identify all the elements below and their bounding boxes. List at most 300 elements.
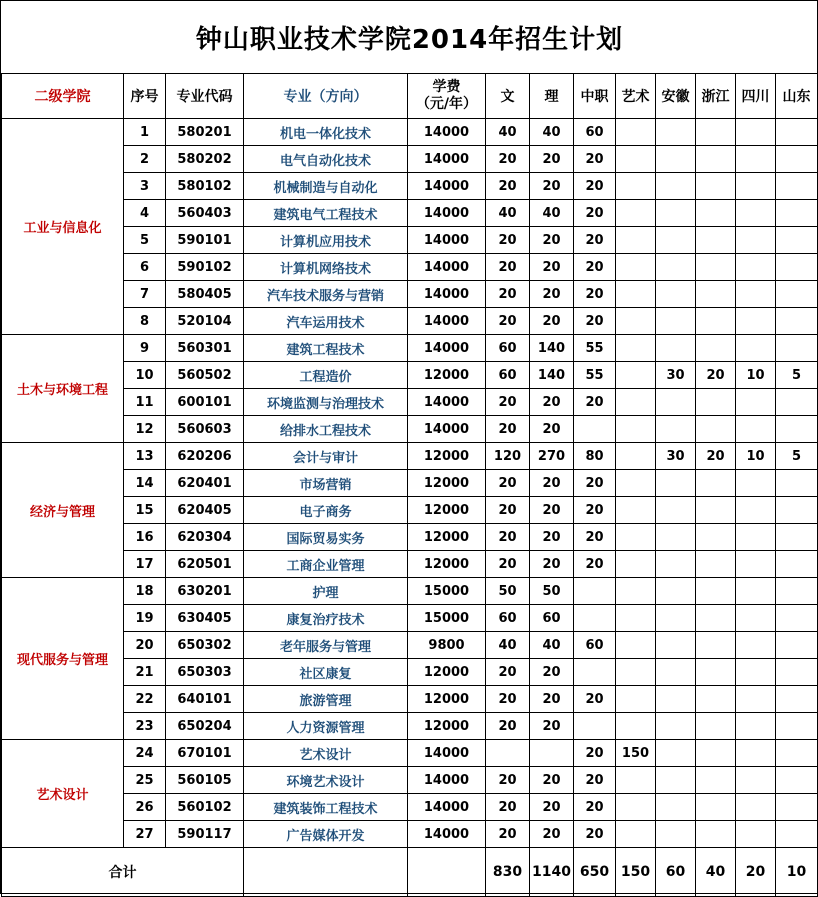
sichuan-cell <box>736 767 776 794</box>
header-wen: 文 <box>486 74 530 119</box>
major-cell: 艺术设计 <box>244 740 408 767</box>
wen-cell: 40 <box>486 632 530 659</box>
anhui-cell <box>656 119 696 146</box>
zhongzhi-cell: 55 <box>574 335 616 362</box>
table-row <box>2 227 818 254</box>
code-cell: 580201 <box>166 119 244 146</box>
code-cell: 640101 <box>166 686 244 713</box>
zhongzhi-cell: 20 <box>574 254 616 281</box>
seq-cell: 22 <box>124 686 166 713</box>
seq-cell: 14 <box>124 470 166 497</box>
seq-cell: 18 <box>124 578 166 605</box>
yishu-cell <box>616 659 656 686</box>
wen-cell: 40 <box>486 200 530 227</box>
total-sichuan: 20 <box>736 848 776 897</box>
zhongzhi-cell: 20 <box>574 524 616 551</box>
fee-cell: 15000 <box>408 578 486 605</box>
sichuan-cell <box>736 497 776 524</box>
fee-cell: 14000 <box>408 173 486 200</box>
zhejiang-cell <box>696 308 736 335</box>
seq-cell: 23 <box>124 713 166 740</box>
zhejiang-cell <box>696 146 736 173</box>
yishu-cell: 150 <box>616 740 656 767</box>
anhui-cell: 30 <box>656 443 696 470</box>
zhejiang-cell <box>696 767 736 794</box>
li-cell: 20 <box>530 308 574 335</box>
major-cell: 机电一体化技术 <box>244 119 408 146</box>
header-li: 理 <box>530 74 574 119</box>
li-cell: 20 <box>530 686 574 713</box>
zhejiang-cell <box>696 416 736 443</box>
header-college: 二级学院 <box>2 74 124 119</box>
code-cell: 560403 <box>166 200 244 227</box>
yishu-cell <box>616 362 656 389</box>
shandong-cell <box>776 578 818 605</box>
major-cell: 工程造价 <box>244 362 408 389</box>
zhongzhi-cell: 20 <box>574 173 616 200</box>
college-cell: 现代服务与管理 <box>2 578 124 740</box>
anhui-cell: 30 <box>656 362 696 389</box>
zhongzhi-cell: 55 <box>574 362 616 389</box>
table-row <box>2 254 818 281</box>
li-cell: 20 <box>530 146 574 173</box>
wen-cell: 20 <box>486 713 530 740</box>
shandong-cell <box>776 146 818 173</box>
code-cell: 580102 <box>166 173 244 200</box>
header-fee <box>408 74 486 119</box>
header-zhejiang: 浙江 <box>696 74 736 119</box>
zhejiang-cell <box>696 524 736 551</box>
li-cell <box>530 740 574 767</box>
zhejiang-cell <box>696 551 736 578</box>
code-cell: 620405 <box>166 497 244 524</box>
major-cell: 人力资源管理 <box>244 713 408 740</box>
zhongzhi-cell <box>574 605 616 632</box>
major-cell: 护理 <box>244 578 408 605</box>
sichuan-cell <box>736 659 776 686</box>
fee-cell: 12000 <box>408 470 486 497</box>
seq-cell: 4 <box>124 200 166 227</box>
li-cell: 20 <box>530 524 574 551</box>
seq-cell: 11 <box>124 389 166 416</box>
anhui-cell <box>656 767 696 794</box>
yishu-cell <box>616 335 656 362</box>
shandong-cell <box>776 794 818 821</box>
fee-cell: 14000 <box>408 389 486 416</box>
yishu-cell <box>616 281 656 308</box>
shandong-cell <box>776 605 818 632</box>
code-cell: 520104 <box>166 308 244 335</box>
shandong-cell <box>776 659 818 686</box>
sichuan-cell <box>736 686 776 713</box>
yishu-cell <box>616 632 656 659</box>
table-row <box>2 173 818 200</box>
yishu-cell <box>616 470 656 497</box>
major-cell: 国际贸易实务 <box>244 524 408 551</box>
page-title: 钟山职业技术学院2014年招生计划 <box>2 1 818 74</box>
code-cell: 560301 <box>166 335 244 362</box>
code-cell: 650204 <box>166 713 244 740</box>
yishu-cell <box>616 227 656 254</box>
wen-cell: 20 <box>486 821 530 848</box>
college-cell: 工业与信息化 <box>2 119 124 335</box>
shandong-cell <box>776 632 818 659</box>
table-row <box>2 551 818 578</box>
fee-cell: 14000 <box>408 335 486 362</box>
code-cell: 560603 <box>166 416 244 443</box>
li-cell: 40 <box>530 200 574 227</box>
anhui-cell <box>656 794 696 821</box>
fee-cell: 14000 <box>408 200 486 227</box>
sichuan-cell <box>736 389 776 416</box>
wen-cell: 20 <box>486 254 530 281</box>
seq-cell: 8 <box>124 308 166 335</box>
sichuan-cell <box>736 281 776 308</box>
zhongzhi-cell: 20 <box>574 389 616 416</box>
total-row <box>2 848 818 897</box>
sichuan-cell <box>736 632 776 659</box>
fee-cell: 14000 <box>408 227 486 254</box>
shandong-cell <box>776 254 818 281</box>
anhui-cell <box>656 686 696 713</box>
shandong-cell <box>776 821 818 848</box>
sichuan-cell <box>736 146 776 173</box>
sichuan-cell <box>736 470 776 497</box>
sichuan-cell <box>736 308 776 335</box>
zhejiang-cell <box>696 578 736 605</box>
header-sichuan: 四川 <box>736 74 776 119</box>
zhongzhi-cell: 20 <box>574 470 616 497</box>
zhongzhi-cell: 20 <box>574 794 616 821</box>
sichuan-cell <box>736 524 776 551</box>
zhejiang-cell <box>696 713 736 740</box>
wen-cell: 20 <box>486 470 530 497</box>
shandong-cell <box>776 119 818 146</box>
major-cell: 康复治疗技术 <box>244 605 408 632</box>
zhejiang-cell <box>696 200 736 227</box>
sichuan-cell <box>736 605 776 632</box>
anhui-cell <box>656 740 696 767</box>
header-major: 专业（方向） <box>244 74 408 119</box>
table-row <box>2 200 818 227</box>
anhui-cell <box>656 416 696 443</box>
shandong-cell <box>776 308 818 335</box>
seq-cell: 10 <box>124 362 166 389</box>
fee-cell: 14000 <box>408 740 486 767</box>
code-cell: 630201 <box>166 578 244 605</box>
major-cell: 市场营销 <box>244 470 408 497</box>
yishu-cell <box>616 497 656 524</box>
sichuan-cell: 10 <box>736 362 776 389</box>
table-row <box>2 794 818 821</box>
yishu-cell <box>616 794 656 821</box>
seq-cell: 20 <box>124 632 166 659</box>
sichuan-cell <box>736 254 776 281</box>
li-cell: 20 <box>530 227 574 254</box>
fee-cell: 12000 <box>408 551 486 578</box>
table-row <box>2 362 818 389</box>
fee-cell: 14000 <box>408 767 486 794</box>
header-fee-line2: （元/年） <box>415 96 478 112</box>
anhui-cell <box>656 551 696 578</box>
anhui-cell <box>656 821 696 848</box>
table-row <box>2 416 818 443</box>
yishu-cell <box>616 713 656 740</box>
code-cell: 620501 <box>166 551 244 578</box>
seq-cell: 15 <box>124 497 166 524</box>
sichuan-cell <box>736 227 776 254</box>
yishu-cell <box>616 551 656 578</box>
wen-cell: 20 <box>486 497 530 524</box>
major-cell: 电气自动化技术 <box>244 146 408 173</box>
table-row <box>2 605 818 632</box>
wen-cell: 20 <box>486 389 530 416</box>
zhongzhi-cell: 20 <box>574 227 616 254</box>
sichuan-cell <box>736 119 776 146</box>
code-cell: 620401 <box>166 470 244 497</box>
seq-cell: 12 <box>124 416 166 443</box>
zhejiang-cell <box>696 686 736 713</box>
shandong-cell <box>776 335 818 362</box>
code-cell: 630405 <box>166 605 244 632</box>
code-cell: 650303 <box>166 659 244 686</box>
wen-cell: 20 <box>486 794 530 821</box>
yishu-cell <box>616 200 656 227</box>
college-cell: 经济与管理 <box>2 443 124 578</box>
table-row <box>2 713 818 740</box>
seq-cell: 1 <box>124 119 166 146</box>
fee-cell: 12000 <box>408 443 486 470</box>
wen-cell: 60 <box>486 335 530 362</box>
li-cell: 40 <box>530 119 574 146</box>
header-anhui: 安徽 <box>656 74 696 119</box>
zhejiang-cell: 20 <box>696 362 736 389</box>
header-seq: 序号 <box>124 74 166 119</box>
li-cell: 20 <box>530 173 574 200</box>
table-row <box>2 119 818 146</box>
major-cell: 建筑工程技术 <box>244 335 408 362</box>
code-cell: 590102 <box>166 254 244 281</box>
zhejiang-cell <box>696 632 736 659</box>
wen-cell: 60 <box>486 362 530 389</box>
header-yishu: 艺术 <box>616 74 656 119</box>
seq-cell: 9 <box>124 335 166 362</box>
sichuan-cell <box>736 551 776 578</box>
shandong-cell <box>776 497 818 524</box>
major-cell: 汽车技术服务与营销 <box>244 281 408 308</box>
zhejiang-cell <box>696 740 736 767</box>
anhui-cell <box>656 254 696 281</box>
anhui-cell <box>656 578 696 605</box>
seq-cell: 21 <box>124 659 166 686</box>
zhongzhi-cell: 20 <box>574 767 616 794</box>
fee-cell: 14000 <box>408 794 486 821</box>
seq-cell: 2 <box>124 146 166 173</box>
major-cell: 老年服务与管理 <box>244 632 408 659</box>
li-cell: 50 <box>530 578 574 605</box>
code-cell: 600101 <box>166 389 244 416</box>
anhui-cell <box>656 335 696 362</box>
fee-cell: 14000 <box>408 254 486 281</box>
seq-cell: 5 <box>124 227 166 254</box>
li-cell: 20 <box>530 659 574 686</box>
fee-cell: 14000 <box>408 308 486 335</box>
zhejiang-cell <box>696 605 736 632</box>
table-row <box>2 470 818 497</box>
wen-cell: 20 <box>486 524 530 551</box>
anhui-cell <box>656 389 696 416</box>
zhejiang-cell <box>696 227 736 254</box>
zhongzhi-cell: 60 <box>574 119 616 146</box>
zhejiang-cell <box>696 173 736 200</box>
yishu-cell <box>616 119 656 146</box>
table-row <box>2 632 818 659</box>
yishu-cell <box>616 524 656 551</box>
zhejiang-cell <box>696 794 736 821</box>
zhongzhi-cell <box>574 578 616 605</box>
anhui-cell <box>656 524 696 551</box>
sichuan-cell <box>736 794 776 821</box>
wen-cell: 20 <box>486 173 530 200</box>
zhejiang-cell <box>696 821 736 848</box>
table-row <box>2 443 818 470</box>
yishu-cell <box>616 686 656 713</box>
total-empty-cell <box>408 848 486 897</box>
anhui-cell <box>656 497 696 524</box>
college-cell: 土木与环境工程 <box>2 335 124 443</box>
seq-cell: 16 <box>124 524 166 551</box>
wen-cell: 60 <box>486 605 530 632</box>
code-cell: 560102 <box>166 794 244 821</box>
code-cell: 620206 <box>166 443 244 470</box>
yishu-cell <box>616 767 656 794</box>
table-row <box>2 740 818 767</box>
li-cell: 270 <box>530 443 574 470</box>
li-cell: 20 <box>530 794 574 821</box>
code-cell: 650302 <box>166 632 244 659</box>
wen-cell: 20 <box>486 281 530 308</box>
zhongzhi-cell: 20 <box>574 146 616 173</box>
table-row <box>2 821 818 848</box>
li-cell: 140 <box>530 362 574 389</box>
shandong-cell <box>776 767 818 794</box>
anhui-cell <box>656 200 696 227</box>
yishu-cell <box>616 821 656 848</box>
seq-cell: 26 <box>124 794 166 821</box>
college-cell: 艺术设计 <box>2 740 124 848</box>
sichuan-cell <box>736 200 776 227</box>
wen-cell <box>486 740 530 767</box>
major-cell: 会计与审计 <box>244 443 408 470</box>
major-cell: 建筑装饰工程技术 <box>244 794 408 821</box>
wen-cell: 20 <box>486 146 530 173</box>
table-row <box>2 308 818 335</box>
header-code: 专业代码 <box>166 74 244 119</box>
fee-cell: 14000 <box>408 146 486 173</box>
li-cell: 140 <box>530 335 574 362</box>
fee-cell: 14000 <box>408 416 486 443</box>
title-row <box>2 1 818 74</box>
wen-cell: 20 <box>486 659 530 686</box>
table-row <box>2 335 818 362</box>
zhejiang-cell <box>696 389 736 416</box>
sichuan-cell <box>736 713 776 740</box>
yishu-cell <box>616 416 656 443</box>
major-cell: 汽车运用技术 <box>244 308 408 335</box>
anhui-cell <box>656 308 696 335</box>
seq-cell: 24 <box>124 740 166 767</box>
anhui-cell <box>656 659 696 686</box>
anhui-cell <box>656 281 696 308</box>
header-fee-line1: 学费 <box>432 79 461 95</box>
zhejiang-cell <box>696 497 736 524</box>
zhongzhi-cell <box>574 659 616 686</box>
total-wen: 830 <box>486 848 530 897</box>
header-zhongzhi: 中职 <box>574 74 616 119</box>
wen-cell: 20 <box>486 227 530 254</box>
anhui-cell <box>656 713 696 740</box>
li-cell: 60 <box>530 605 574 632</box>
li-cell: 20 <box>530 713 574 740</box>
zhejiang-cell <box>696 335 736 362</box>
yishu-cell <box>616 254 656 281</box>
yishu-cell <box>616 605 656 632</box>
yishu-cell <box>616 146 656 173</box>
sichuan-cell <box>736 335 776 362</box>
yishu-cell <box>616 443 656 470</box>
li-cell: 20 <box>530 389 574 416</box>
shandong-cell: 5 <box>776 443 818 470</box>
enrollment-table <box>1 1 818 897</box>
shandong-cell <box>776 551 818 578</box>
major-cell: 旅游管理 <box>244 686 408 713</box>
yishu-cell <box>616 578 656 605</box>
header-shandong: 山东 <box>776 74 818 119</box>
major-cell: 环境艺术设计 <box>244 767 408 794</box>
shandong-cell <box>776 686 818 713</box>
table-row <box>2 686 818 713</box>
wen-cell: 20 <box>486 308 530 335</box>
table-row <box>2 524 818 551</box>
fee-cell: 12000 <box>408 686 486 713</box>
fee-cell: 12000 <box>408 713 486 740</box>
zhongzhi-cell: 80 <box>574 443 616 470</box>
header-row <box>2 74 818 119</box>
zhejiang-cell <box>696 281 736 308</box>
zhejiang-cell <box>696 254 736 281</box>
shandong-cell: 5 <box>776 362 818 389</box>
zhejiang-cell <box>696 659 736 686</box>
fee-cell: 14000 <box>408 281 486 308</box>
major-cell: 机械制造与自动化 <box>244 173 408 200</box>
code-cell: 670101 <box>166 740 244 767</box>
zhongzhi-cell: 20 <box>574 497 616 524</box>
zhongzhi-cell: 20 <box>574 686 616 713</box>
anhui-cell <box>656 470 696 497</box>
li-cell: 20 <box>530 767 574 794</box>
seq-cell: 19 <box>124 605 166 632</box>
wen-cell: 20 <box>486 551 530 578</box>
sichuan-cell <box>736 821 776 848</box>
major-cell: 电子商务 <box>244 497 408 524</box>
major-cell: 建筑电气工程技术 <box>244 200 408 227</box>
shandong-cell <box>776 470 818 497</box>
wen-cell: 20 <box>486 686 530 713</box>
seq-cell: 13 <box>124 443 166 470</box>
fee-cell: 14000 <box>408 821 486 848</box>
zhejiang-cell <box>696 119 736 146</box>
anhui-cell <box>656 173 696 200</box>
